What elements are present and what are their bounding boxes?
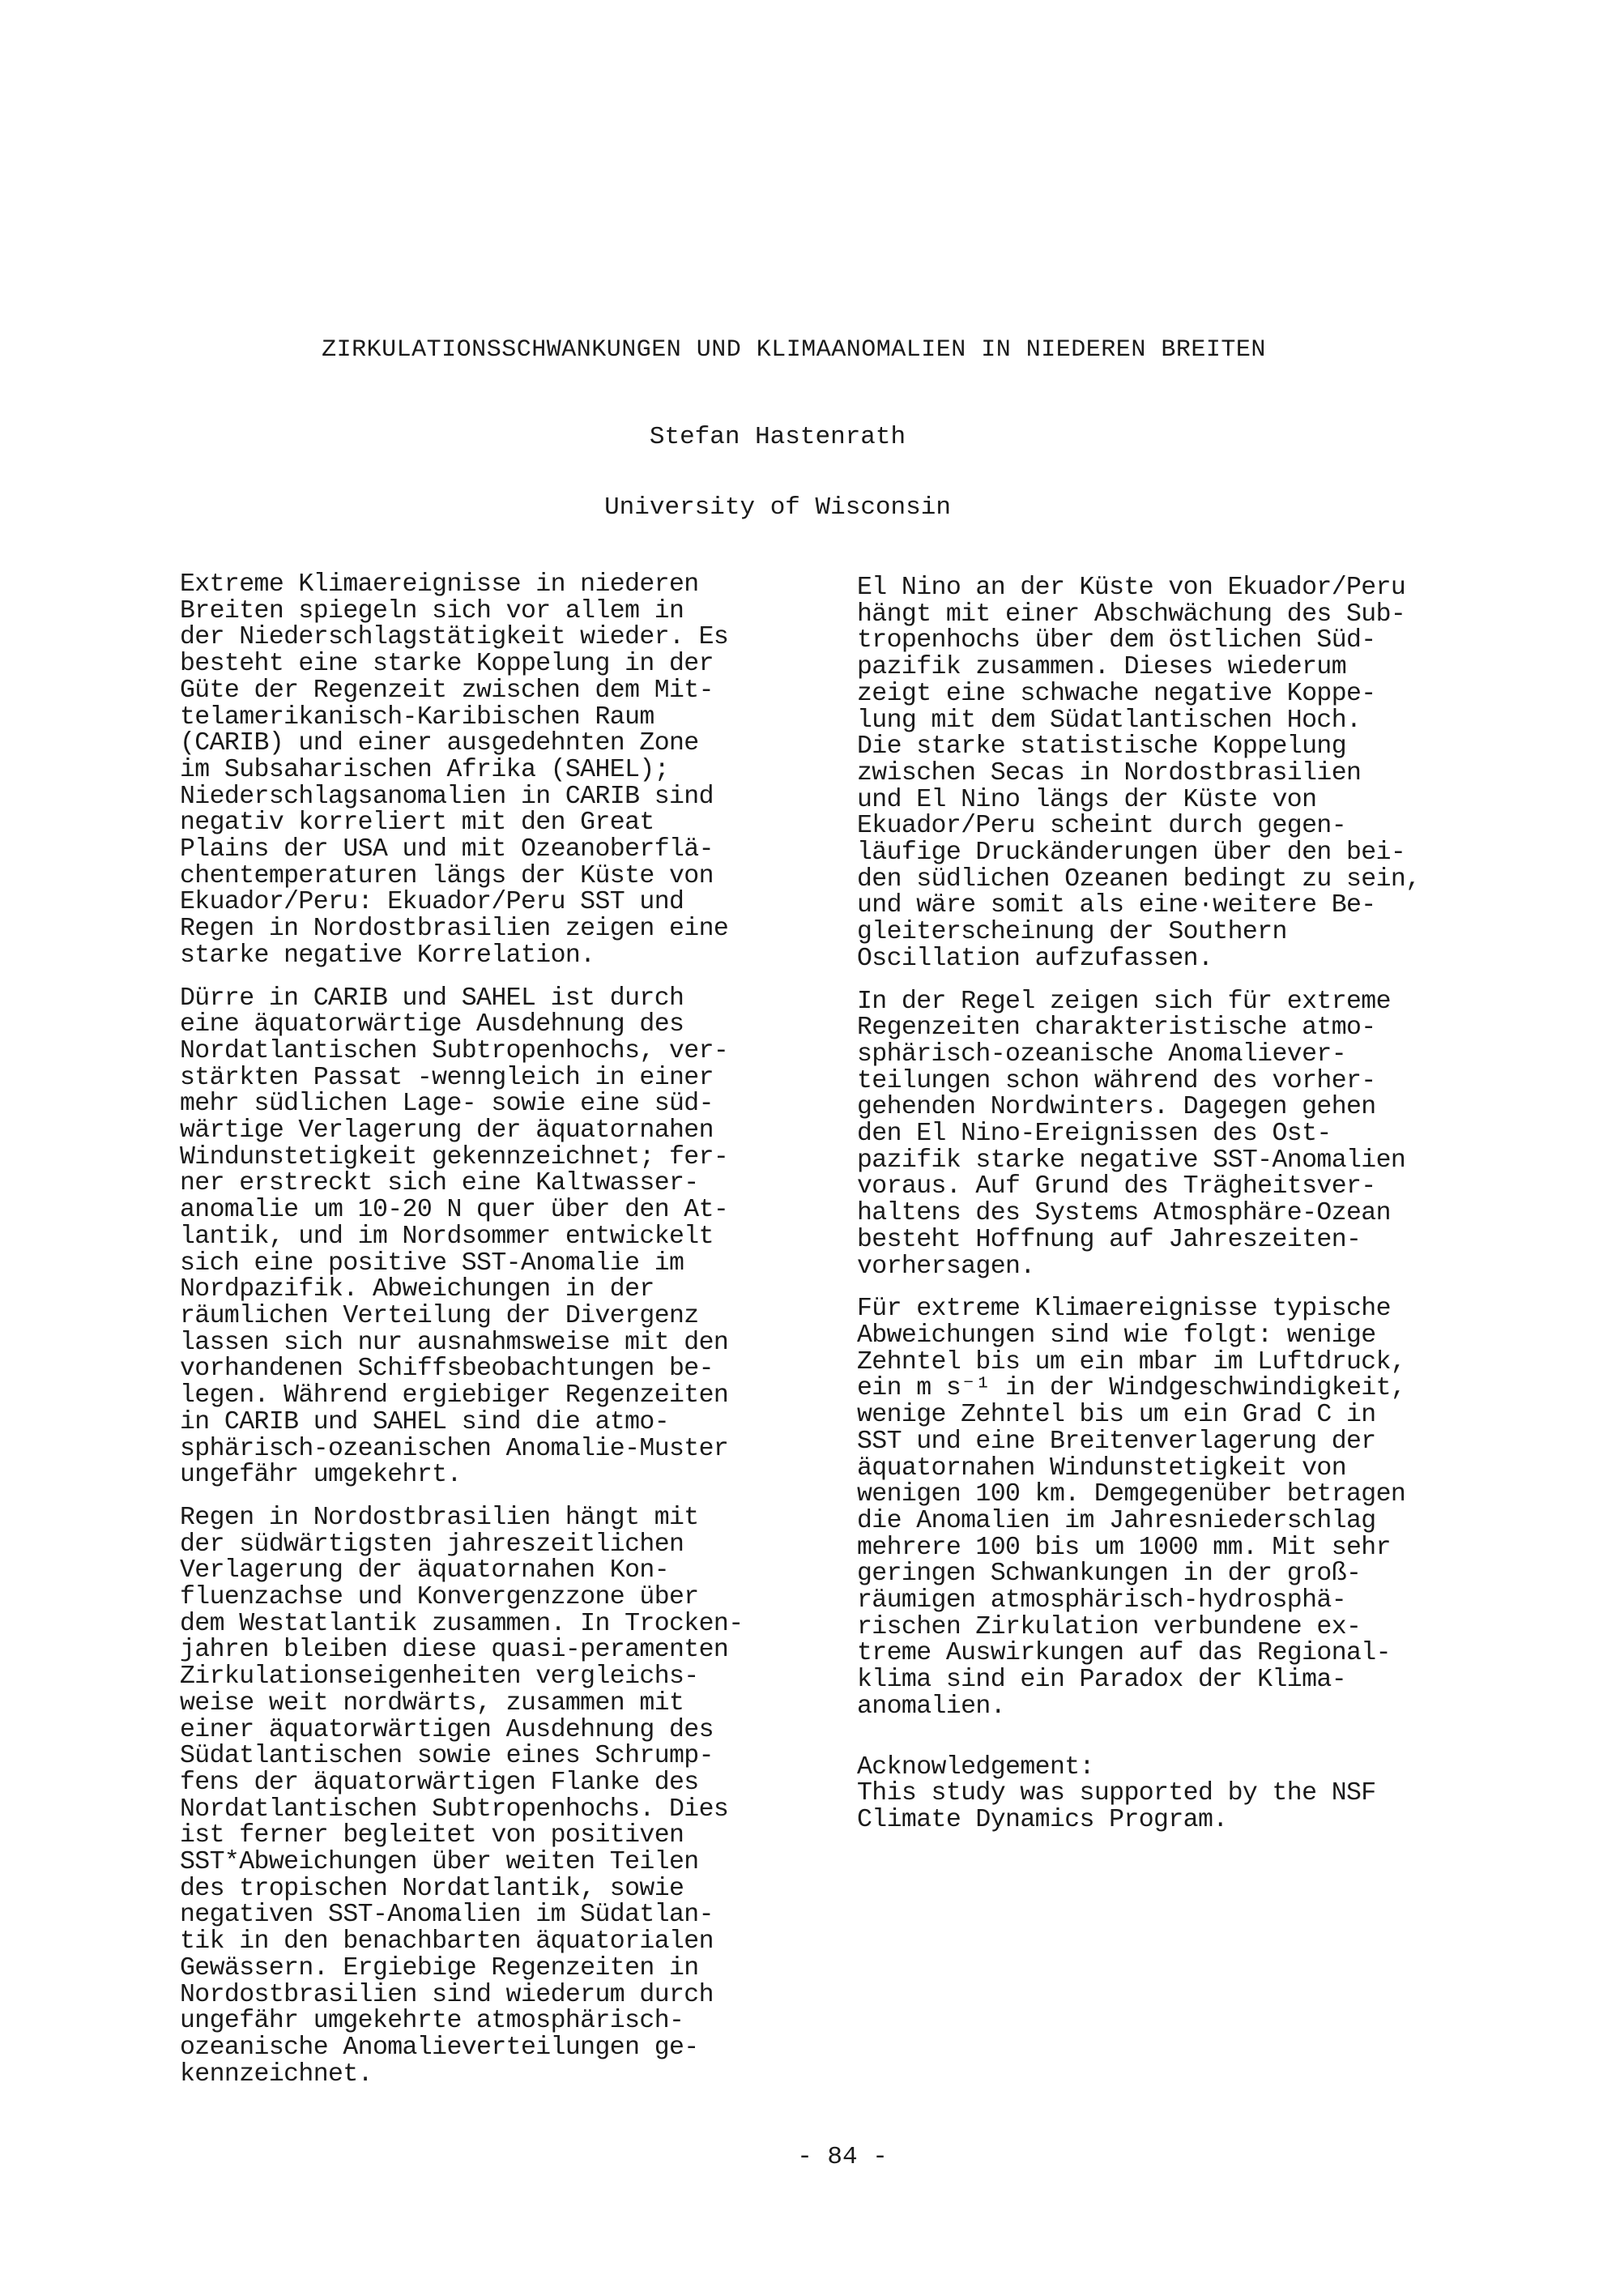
text-line: mehrere 100 bis um 1000 mm. Mit sehr <box>857 1533 1391 1562</box>
text-line: Oscillation aufzufassen. <box>857 944 1213 973</box>
text-line: vorhersagen. <box>857 1252 1035 1281</box>
text-line: Ekuador/Peru: Ekuador/Peru SST und <box>180 888 684 917</box>
text-line: Plains der USA und mit Ozeanoberflä- <box>180 835 714 864</box>
text-line: Regenzeiten charakteristische atmo- <box>857 1014 1376 1043</box>
text-line: anomalien. <box>857 1692 1006 1721</box>
text-line: rischen Zirkulation verbundene ex- <box>857 1612 1362 1641</box>
text-line: Nordpazifik. Abweichungen in der <box>180 1275 654 1304</box>
text-line: Die starke statistische Koppelung <box>857 732 1347 762</box>
text-line: Nordatlantischen Subtropenhochs. Dies <box>180 1795 729 1824</box>
text-line: ner erstreckt sich eine Kaltwasser- <box>180 1169 699 1198</box>
author-name: Stefan Hastenrath <box>649 423 906 451</box>
text-line: weise weit nordwärts, zusammen mit <box>180 1688 684 1718</box>
text-line: voraus. Auf Grund des Trägheitsver- <box>857 1172 1376 1201</box>
text-line: besteht eine starke Koppelung in der <box>180 650 714 679</box>
text-line: hängt mit einer Abschwächung des Sub- <box>857 600 1406 629</box>
text-line: Extreme Klimaereignisse in niederen <box>180 570 699 599</box>
text-line: Regen in Nordostbrasilien hängt mit <box>180 1503 699 1532</box>
text-line: Für extreme Klimaereignisse typische <box>857 1295 1391 1324</box>
text-line: SST*Abweichungen über weiten Teilen <box>180 1848 699 1877</box>
text-line: Abweichungen sind wie folgt: wenige <box>857 1321 1376 1350</box>
text-line: wenige Zehntel bis um ein Grad C in <box>857 1401 1376 1430</box>
text-line: wenigen 100 km. Demgegenüber betragen <box>857 1480 1406 1509</box>
paper-title: ZIRKULATIONSSCHWANKUNGEN UND KLIMAANOMALIEN IN NIEDEREN BREITEN <box>322 336 1266 364</box>
text-line: Niederschlagsanomalien in CARIB sind <box>180 782 714 811</box>
acknowledgement-heading: Acknowledgement: <box>857 1752 1094 1782</box>
text-line: des tropischen Nordatlantik, sowie <box>180 1874 684 1903</box>
text-line: wärtige Verlagerung der äquatornahen <box>180 1116 714 1146</box>
text-line: besteht Hoffnung auf Jahreszeiten- <box>857 1225 1362 1254</box>
text-line: ozeanische Anomalieverteilungen ge- <box>180 2033 699 2062</box>
text-line: der Niederschlagstätigkeit wieder. Es <box>180 623 729 652</box>
text-line: teilungen schon während des vorher- <box>857 1066 1376 1095</box>
paragraph <box>857 575 1497 973</box>
text-line: zeigt eine schwache negative Koppe- <box>857 679 1376 708</box>
text-line: einer äquatorwärtigen Ausdehnung des <box>180 1715 714 1744</box>
paragraph <box>180 572 820 970</box>
text-line: mehr südlichen Lage- sowie eine süd- <box>180 1090 714 1119</box>
text-line: treme Auswirkungen auf das Regional- <box>857 1639 1391 1668</box>
text-line: räumlichen Verteilung der Divergenz <box>180 1301 699 1330</box>
text-line: jahren bleiben diese quasi-peramenten <box>180 1636 729 1665</box>
paragraph <box>857 989 1497 1281</box>
acknowledgement <box>857 1752 1497 1834</box>
text-line: fens der äquatorwärtigen Flanke des <box>180 1768 699 1797</box>
text-line: und El Nino längs der Küste von <box>857 785 1317 814</box>
text-line: negativen SST-Anomalien im Südatlan- <box>180 1901 714 1930</box>
text-line: fluenzachse und Konvergenzzone über <box>180 1583 699 1612</box>
text-line: geringen Schwankungen in der groß- <box>857 1560 1362 1589</box>
text-line: sich eine positive SST-Anomalie im <box>180 1248 684 1278</box>
text-line: Zirkulationseigenheiten vergleichs- <box>180 1662 699 1692</box>
text-line: den südlichen Ozeanen bedingt zu sein, <box>857 864 1421 894</box>
text-line: chentemperaturen längs der Küste von <box>180 861 714 890</box>
text-line: (CARIB) und einer ausgedehnten Zone <box>180 729 699 758</box>
text-line: die Anomalien im Jahresniederschlag <box>857 1506 1376 1535</box>
text-line: Dürre in CARIB und SAHEL ist durch <box>180 984 684 1013</box>
text-line: In der Regel zeigen sich für extreme <box>857 987 1391 1016</box>
text-line: telamerikanisch-Karibischen Raum <box>180 702 654 732</box>
text-line: pazifik zusammen. Dieses wiederum <box>857 653 1347 682</box>
text-line: starke negative Korrelation. <box>180 941 595 970</box>
text-line: El Nino an der Küste von Ekuador/Peru <box>857 574 1406 602</box>
text-line: Ekuador/Peru scheint durch gegen- <box>857 812 1347 841</box>
text-line: Verlagerung der äquatornahen Kon- <box>180 1556 670 1585</box>
text-line: gehenden Nordwinters. Dagegen gehen <box>857 1093 1376 1122</box>
text-line: SST und eine Breitenverlagerung der <box>857 1427 1376 1456</box>
text-line: lung mit dem Südatlantischen Hoch. <box>857 706 1362 735</box>
text-line: zwischen Secas in Nordostbrasilien <box>857 758 1362 787</box>
text-line: tropenhochs über dem östlichen Süd- <box>857 626 1376 655</box>
text-line: lassen sich nur ausnahmsweise mit den <box>180 1328 729 1357</box>
text-line: Güte der Regenzeit zwischen dem Mit- <box>180 676 714 705</box>
paragraph <box>180 1505 820 2088</box>
text-line: tik in den benachbarten äquatorialen <box>180 1927 714 1957</box>
text-line: Südatlantischen sowie eines Schrump- <box>180 1742 714 1771</box>
text-line: ein m s⁻¹ in der Windgeschwindigkeit, <box>857 1374 1406 1403</box>
text-line: dem Westatlantik zusammen. In Trocken- <box>180 1609 744 1638</box>
acknowledgement-line: Climate Dynamics Program. <box>857 1805 1228 1834</box>
text-line: ungefähr umgekehrte atmosphärisch- <box>180 2007 684 2036</box>
text-line: den El Nino-Ereignissen des Ost- <box>857 1120 1332 1149</box>
text-line: eine äquatorwärtige Ausdehnung des <box>180 1010 684 1039</box>
text-line: in CARIB und SAHEL sind die atmo- <box>180 1407 670 1436</box>
text-line: im Subsaharischen Afrika (SAHEL); <box>180 755 670 784</box>
text-line: vorhandenen Schiffsbeobachtungen be- <box>180 1355 714 1384</box>
text-line: haltens des Systems Atmosphäre-Ozean <box>857 1199 1391 1228</box>
text-line: äquatornahen Windunstetigkeit von <box>857 1453 1347 1483</box>
paragraph <box>180 986 820 1489</box>
text-line: sphärisch-ozeanischen Anomalie-Muster <box>180 1434 729 1463</box>
text-line: anomalie um 10-20 N quer über den At- <box>180 1196 729 1225</box>
text-line: negativ korreliert mit den Great <box>180 809 654 838</box>
right-column-paragraphs <box>857 575 1497 1721</box>
text-line: und wäre somit als eine·weitere Be- <box>857 891 1376 920</box>
text-line: Gewässern. Ergiebige Regenzeiten in <box>180 1953 699 1982</box>
text-line: räumigen atmosphärisch-hydrosphä- <box>857 1586 1347 1615</box>
text-line: Regen in Nordostbrasilien zeigen eine <box>180 915 729 944</box>
text-line: Breiten spiegeln sich vor allem in <box>180 596 684 625</box>
text-line: der südwärtigsten jahreszeitlichen <box>180 1530 684 1559</box>
text-line: sphärisch-ozeanische Anomaliever- <box>857 1039 1347 1069</box>
acknowledgement-line: This study was supported by the NSF <box>857 1779 1376 1808</box>
text-line: pazifik starke negative SST-Anomalien <box>857 1146 1406 1175</box>
text-line: klima sind ein Paradox der Klima- <box>857 1666 1347 1695</box>
text-line: legen. Während ergiebiger Regenzeiten <box>180 1381 729 1410</box>
paragraph <box>857 1296 1497 1720</box>
left-column <box>180 572 820 2104</box>
text-line: ungefähr umgekehrt. <box>180 1461 462 1490</box>
text-line: gleiterscheinung der Southern <box>857 918 1287 947</box>
text-line: ist ferner begleitet von positiven <box>180 1821 684 1850</box>
text-line: läufige Druckänderungen über den bei- <box>857 839 1406 868</box>
text-line: Zehntel bis um ein mbar im Luftdruck, <box>857 1347 1406 1376</box>
text-line: lantik, und im Nordsommer entwickelt <box>180 1222 714 1251</box>
text-line: Windunstetigkeit gekennzeichnet; fer- <box>180 1142 729 1171</box>
page-number: - 84 - <box>797 2143 888 2171</box>
text-line: Nordostbrasilien sind wiederum durch <box>180 1980 714 2009</box>
author-affiliation: University of Wisconsin <box>604 493 951 522</box>
right-column <box>857 575 1497 1834</box>
text-line: stärkten Passat -wenngleich in einer <box>180 1063 714 1092</box>
text-line: kennzeichnet. <box>180 2059 373 2089</box>
text-line: Nordatlantischen Subtropenhochs, ver- <box>180 1036 729 1065</box>
